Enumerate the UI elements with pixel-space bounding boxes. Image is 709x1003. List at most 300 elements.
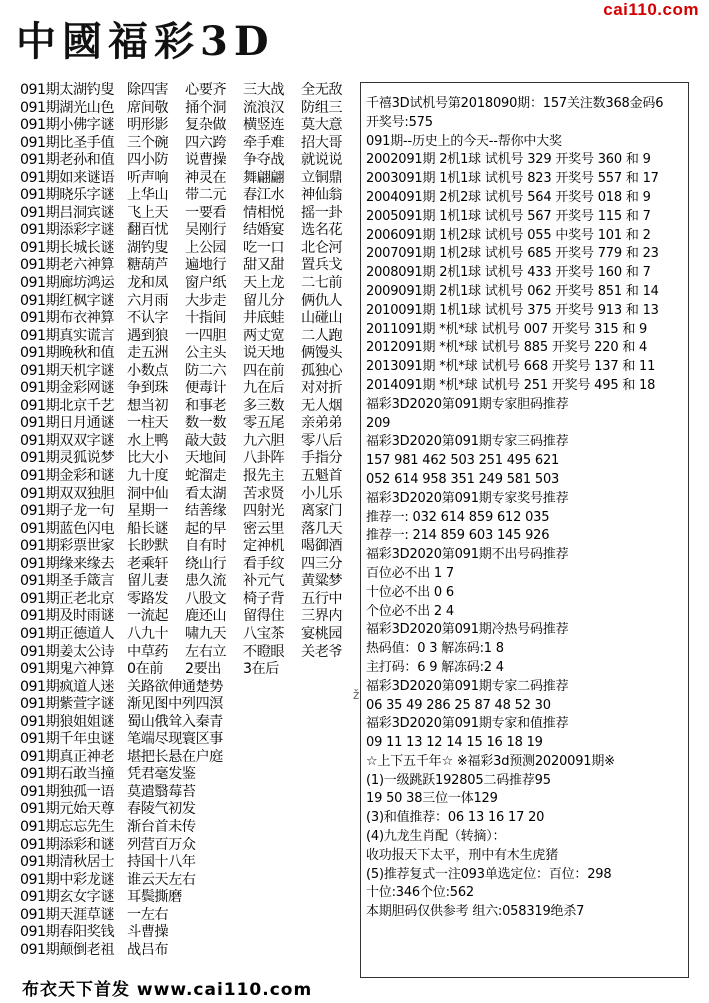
riddle-row-title: 091期元始天尊 <box>20 801 115 818</box>
riddle-row-title: 091期双双字谜 <box>20 432 115 449</box>
riddle-row-cell: 多三数 <box>243 397 285 414</box>
prediction-line: 2014091期 *机*球 试机号 251 开奖号 495 和 18 <box>366 377 656 393</box>
riddle-row-title: 091期灵狐说梦 <box>20 450 115 467</box>
riddle-row-cell: 对对折 <box>301 380 343 397</box>
riddle-row-cell: 船长谜 <box>127 520 169 537</box>
riddle-row-title: 091期真实谎言 <box>20 327 115 344</box>
riddle-row-cell: 起的早 <box>185 520 227 537</box>
riddle-row-title: 091期湖光山色 <box>20 99 115 116</box>
riddle-row-cell: 留儿妻 <box>127 573 169 590</box>
riddle-row <box>20 872 350 890</box>
riddle-row-cell: 鹿还山 <box>185 608 227 625</box>
riddle-row-cell: 三大战 <box>243 82 285 98</box>
riddle-row <box>20 187 350 205</box>
prediction-line: (5)推荐复式一注093单选定位：百位：298 <box>366 866 612 882</box>
riddle-row-cell: 春江水 <box>243 187 285 204</box>
riddle-row-cell: 一四胆 <box>185 327 227 344</box>
riddle-row <box>20 222 350 240</box>
riddle-row <box>20 152 350 170</box>
riddle-row-cell: 零路发 <box>127 590 169 607</box>
riddle-row-title: 091期颠倒老祖 <box>20 941 115 958</box>
riddle-row-cell: 孤独心 <box>301 362 343 379</box>
riddle-row-title: 091期圣手箴言 <box>20 573 115 590</box>
site-watermark: cai110.com <box>603 0 699 19</box>
riddle-row <box>20 837 350 855</box>
riddle-row-title: 091期天机字谜 <box>20 362 115 379</box>
prediction-line: 福彩3D2020第091期专家和值推荐 <box>366 716 569 732</box>
riddle-row-cell: 窗户纸 <box>185 275 227 292</box>
prediction-line: 收功报天下太平，刑中有木生虎猪 <box>366 847 559 863</box>
riddle-row-cell: 绕山行 <box>185 555 227 572</box>
riddle-row-title: 091期添彩和谜 <box>20 836 115 853</box>
riddle-row-title: 091期廊坊鸿运 <box>20 275 115 292</box>
riddle-row-cell: 渐见图中列四溟 <box>127 696 223 713</box>
riddle-row-cell: 黄粱梦 <box>301 573 343 590</box>
riddle-row-cell: 复杂做 <box>185 117 227 134</box>
riddle-row <box>20 521 350 539</box>
riddle-row <box>20 626 350 644</box>
riddle-row-cell: 宴桃园 <box>301 625 343 642</box>
riddle-row <box>20 924 350 942</box>
riddle-row-title: 091期金彩网谜 <box>20 380 115 397</box>
prediction-line: 2004091期 2机2球 试机号 564 开奖号 018 和 9 <box>366 189 651 205</box>
riddle-row-cell: 啸九天 <box>185 625 227 642</box>
riddle-row-title: 091期鬼六神算 <box>20 661 115 678</box>
riddle-row <box>20 293 350 311</box>
riddle-row-title: 091期石敢当撞 <box>20 766 115 783</box>
riddle-row-title: 091期千年虫谜 <box>20 731 115 748</box>
riddle-row-cell: 关路欲伸通楚势 <box>127 678 223 695</box>
riddle-row-cell: 争夺战 <box>243 152 285 169</box>
riddle-row <box>20 117 350 135</box>
riddle-row-cell: 听声响 <box>127 169 169 186</box>
riddle-row-cell: 手指分 <box>301 450 343 467</box>
riddle-row-title: 091期姜太公诗 <box>20 643 115 660</box>
riddle-row-title: 091期紫萱字谜 <box>20 696 115 713</box>
riddle-row-title: 091期日月通谜 <box>20 415 115 432</box>
riddle-row-cell: 九六胆 <box>243 432 285 449</box>
riddle-row-title: 091期晓乐字谜 <box>20 187 115 204</box>
riddle-row-cell: 报先主 <box>243 468 285 485</box>
riddle-row-cell: 神灵在 <box>185 169 227 186</box>
riddle-row-cell: 三界内 <box>301 608 343 625</box>
riddle-row-cell: 老乘轩 <box>127 555 169 572</box>
riddle-row <box>20 819 350 837</box>
riddle-row-cell: 自有时 <box>185 538 227 555</box>
riddle-row-title: 091期疯道人迷 <box>20 678 115 695</box>
riddle-row-title: 091期如来谜语 <box>20 169 115 186</box>
riddle-row-cell: 八九十 <box>127 625 169 642</box>
prediction-line: 209 <box>366 415 391 431</box>
riddle-row <box>20 608 350 626</box>
riddle-row-cell: 结善缘 <box>185 503 227 520</box>
riddle-row-title: 091期春阳奖钱 <box>20 924 115 941</box>
riddle-row-cell: 长眇默 <box>127 538 169 555</box>
riddle-row-title: 091期缘来缘去 <box>20 555 115 572</box>
riddle-row-cell: 关老爷 <box>301 643 343 660</box>
riddle-row-cell: 捅个洞 <box>185 99 227 116</box>
prediction-line: 157 981 462 503 251 495 621 <box>366 453 560 469</box>
riddle-row-cell: 招大哥 <box>301 134 343 151</box>
riddle-row-cell: 席间敬 <box>127 99 169 116</box>
riddle-row <box>20 801 350 819</box>
riddle-row-cell: 看手纹 <box>243 555 285 572</box>
riddle-row-cell: 四三分 <box>301 555 343 572</box>
riddle-row-cell: 一流起 <box>127 608 169 625</box>
riddle-row-cell: 大步走 <box>185 292 227 309</box>
riddle-row-cell: 公主头 <box>185 345 227 362</box>
riddle-row-cell: 心要齐 <box>185 82 227 98</box>
riddle-row-title: 091期天涯草谜 <box>20 906 115 923</box>
riddle-row-title: 091期小佛字谜 <box>20 117 115 134</box>
riddle-row-cell: 亲弟弟 <box>301 415 343 432</box>
riddle-row-cell: 说曹操 <box>185 152 227 169</box>
riddle-row-title: 091期老孙和值 <box>20 152 115 169</box>
riddle-row-cell: 天上龙 <box>243 275 285 292</box>
riddle-row <box>20 433 350 451</box>
riddle-row-cell: 看太湖 <box>185 485 227 502</box>
riddle-row <box>20 784 350 802</box>
riddle-row-title: 091期正老北京 <box>20 590 115 607</box>
riddle-row-cell: 龙和凤 <box>127 275 169 292</box>
riddle-row-cell: 遇到狼 <box>127 327 169 344</box>
riddle-row-cell: 椅子背 <box>243 590 285 607</box>
riddle-row <box>20 380 350 398</box>
riddle-row-cell: 一左右 <box>127 906 169 923</box>
riddle-row-cell: 战吕布 <box>127 941 169 958</box>
riddle-row-cell: 全无敌 <box>301 82 343 98</box>
riddle-row-cell: 密云里 <box>243 520 285 537</box>
riddle-row-cell: 天地间 <box>185 450 227 467</box>
prediction-line: 热码值：0 3 解冻码:1 8 <box>366 641 504 657</box>
riddle-row <box>20 766 350 784</box>
riddle-row <box>20 170 350 188</box>
riddle-row-cell: 五行中 <box>301 590 343 607</box>
riddle-row-cell: 一柱天 <box>127 415 169 432</box>
riddle-row-cell: 水上鸭 <box>127 432 169 449</box>
riddle-row-title: 091期老六神算 <box>20 257 115 274</box>
riddle-row-cell: 患久流 <box>185 573 227 590</box>
riddle-row-cell: 补元气 <box>243 573 285 590</box>
riddle-row-cell: 牵手难 <box>243 134 285 151</box>
riddle-row-cell: 俩仇人 <box>301 292 343 309</box>
prediction-line: 2002091期 2机1球 试机号 329 开奖号 360 和 9 <box>366 152 651 168</box>
riddle-row-title: 091期忘忘先生 <box>20 818 115 835</box>
riddle-row-cell: 星期一 <box>127 503 169 520</box>
riddle-row-cell: 六月雨 <box>127 292 169 309</box>
prediction-line: 2008091期 2机1球 试机号 433 开奖号 160 和 7 <box>366 265 651 281</box>
riddle-row-cell: 不认字 <box>127 310 169 327</box>
prediction-line: 2005091期 1机1球 试机号 567 开奖号 115 和 7 <box>366 208 651 224</box>
prediction-line: 091期--历史上的今天--帮你中大奖 <box>366 133 562 149</box>
riddle-row-cell: 中草药 <box>127 643 169 660</box>
riddle-row-cell: 2要出 <box>185 661 221 678</box>
riddle-row <box>20 363 350 381</box>
prediction-line: 052 614 958 351 249 581 503 <box>366 471 560 487</box>
riddle-row-cell: 蛇溜走 <box>185 468 227 485</box>
riddle-row-title: 091期布衣神算 <box>20 310 115 327</box>
riddle-row-title: 091期北京千艺 <box>20 397 115 414</box>
riddle-row <box>20 135 350 153</box>
riddle-row <box>20 503 350 521</box>
riddle-row-cell: 立铜鼎 <box>301 169 343 186</box>
riddle-row-cell: 飞上天 <box>127 204 169 221</box>
riddle-row <box>20 468 350 486</box>
riddle-row-cell: 置兵戈 <box>301 257 343 274</box>
prediction-line: 福彩3D2020第091期专家奖号推荐 <box>366 490 569 506</box>
prediction-line: 福彩3D2020第091期专家胆码推荐 <box>366 396 569 412</box>
riddle-row-cell: 带二元 <box>185 187 227 204</box>
riddle-row-cell: 列营百万众 <box>127 836 196 853</box>
riddle-row-cell: 敲大鼓 <box>185 432 227 449</box>
riddle-row-cell: 耳鬓撕磨 <box>127 889 182 906</box>
riddle-row-cell: 九十度 <box>127 468 169 485</box>
prediction-line: 2007091期 1机2球 试机号 685 开奖号 779 和 23 <box>366 246 659 262</box>
riddle-row <box>20 591 350 609</box>
riddle-row-cell: 谁云天左右 <box>127 871 196 888</box>
riddle-row-cell: 留得住 <box>243 608 285 625</box>
riddle-row-cell: 斗曹操 <box>127 924 169 941</box>
riddle-row <box>20 100 350 118</box>
riddle-row <box>20 240 350 258</box>
riddle-row-cell: 蜀山俄耸入秦青 <box>127 713 223 730</box>
riddle-row-cell: 吴刚行 <box>185 222 227 239</box>
riddle-row <box>20 889 350 907</box>
riddle-row-title: 091期吕洞宾谜 <box>20 204 115 221</box>
riddle-row <box>20 328 350 346</box>
riddle-row-cell: 便毒计 <box>185 380 227 397</box>
riddle-row <box>20 731 350 749</box>
riddle-row <box>20 415 350 433</box>
riddle-row-title: 091期红枫字谜 <box>20 292 115 309</box>
riddle-row-cell: 二人跑 <box>301 327 343 344</box>
riddle-row <box>20 749 350 767</box>
riddle-row <box>20 486 350 504</box>
page-title: 中國福彩3D <box>16 18 275 65</box>
riddle-row-cell: 八股文 <box>185 590 227 607</box>
riddle-row-cell: 莫大意 <box>301 117 343 134</box>
riddle-row-cell: 离家门 <box>301 503 343 520</box>
riddle-row-cell: 想当初 <box>127 397 169 414</box>
riddle-row-cell: 北仑河 <box>301 239 343 256</box>
riddle-row-cell: 四小防 <box>127 152 169 169</box>
riddle-row <box>20 205 350 223</box>
riddle-row-title: 091期蓝色闪电 <box>20 520 115 537</box>
riddle-row-cell: 除四害 <box>127 82 169 98</box>
riddle-row-title: 091期双双独胆 <box>20 485 115 502</box>
riddle-row <box>20 573 350 591</box>
riddle-row-cell: 落几天 <box>301 520 343 537</box>
riddle-row <box>20 82 350 100</box>
prediction-line: (4)九龙生肖配（转摘）： <box>366 829 506 845</box>
riddle-row-cell: 苦求贤 <box>243 485 285 502</box>
riddle-row-cell: 莫遣翳莓苔 <box>127 783 196 800</box>
riddle-row-cell: 和事老 <box>185 397 227 414</box>
prediction-line: (3)和值推荐：06 13 16 17 20 <box>366 810 545 826</box>
riddle-row <box>20 275 350 293</box>
column-separator-glyph: ž <box>353 688 360 702</box>
prediction-line: 2003091期 1机1球 试机号 823 开奖号 557 和 17 <box>366 171 659 187</box>
prediction-line: 2010091期 1机1球 试机号 375 开奖号 913 和 13 <box>366 302 659 318</box>
prediction-panel <box>360 82 689 978</box>
riddle-row-cell: 四射光 <box>243 503 285 520</box>
riddle-row-cell: 笔端尽现寰区事 <box>127 731 223 748</box>
riddle-row-cell: 定神机 <box>243 538 285 555</box>
riddle-row <box>20 714 350 732</box>
prediction-line: 2009091期 2机1球 试机号 062 开奖号 851 和 14 <box>366 283 659 299</box>
riddle-row-cell: 明形影 <box>127 117 169 134</box>
riddle-row <box>20 538 350 556</box>
prediction-line: 2011091期 *机*球 试机号 007 开奖号 315 和 9 <box>366 321 648 337</box>
prediction-line: 十位必不出 0 6 <box>366 584 455 600</box>
riddle-row-cell: 争到珠 <box>127 380 169 397</box>
riddle-row-cell: 九在后 <box>243 380 285 397</box>
prediction-line: 福彩3D2020第091期专家二码推荐 <box>366 678 569 694</box>
riddle-row-cell: 不瞪眼 <box>243 643 285 660</box>
footer-credit: 布衣天下首发 www.cai110.com <box>22 980 313 1000</box>
riddle-row-cell: 凭君毫发鉴 <box>127 766 196 783</box>
prediction-line: 千禧3D试机号第2018090期：157关注数368金码6 <box>366 96 664 111</box>
riddle-row <box>20 854 350 872</box>
riddle-row-title: 091期太湖钓叟 <box>20 82 115 98</box>
riddle-row-cell: 两丈宽 <box>243 327 285 344</box>
riddle-row-cell: 吃一口 <box>243 239 285 256</box>
prediction-line: 19 50 38三位一体129 <box>366 791 498 807</box>
riddle-row-title: 091期正德道人 <box>20 625 115 642</box>
riddle-row-cell: 结婚宴 <box>243 222 285 239</box>
riddle-row-title: 091期狼姐姐谜 <box>20 713 115 730</box>
riddle-row-cell: 糖葫芦 <box>127 257 169 274</box>
riddle-row-title: 091期清秋居士 <box>20 854 115 871</box>
riddle-row-cell: 0在前 <box>127 661 163 678</box>
riddle-row-cell: 横竖连 <box>243 117 285 134</box>
prediction-line: 十位:346个位:562 <box>366 885 474 901</box>
riddle-row <box>20 661 350 679</box>
riddle-row-cell: 无人烟 <box>301 397 343 414</box>
riddle-row-title: 091期金彩和谜 <box>20 468 115 485</box>
riddle-row-cell: 二七前 <box>301 275 343 292</box>
prediction-line: 06 35 49 286 25 87 48 52 30 <box>366 697 551 713</box>
riddle-row-cell: 选名花 <box>301 222 343 239</box>
prediction-line: 推荐一: 214 859 603 145 926 <box>366 528 550 544</box>
riddle-row <box>20 398 350 416</box>
riddle-row-title: 091期比圣手值 <box>20 134 115 151</box>
riddle-row-cell: 摇一卦 <box>301 204 343 221</box>
riddle-row-cell: 说天地 <box>243 345 285 362</box>
prediction-line: 福彩3D2020第091期不出号码推荐 <box>366 547 569 563</box>
riddle-row-cell: 情相悦 <box>243 204 285 221</box>
riddle-row-title: 091期添彩字谜 <box>20 222 115 239</box>
riddle-row-cell: 喝御酒 <box>301 538 343 555</box>
prediction-line: 百位必不出 1 7 <box>366 565 455 581</box>
riddle-row-cell: 三个碗 <box>127 134 169 151</box>
riddle-row-title: 091期中彩龙谜 <box>20 871 115 888</box>
riddle-row-cell: 山碰山 <box>301 310 343 327</box>
riddle-row-cell: 上公园 <box>185 239 227 256</box>
prediction-line: 本期胆码仅供参考 组六:058319绝杀7 <box>366 904 585 920</box>
riddle-row-title: 091期独孤一语 <box>20 783 115 800</box>
riddle-row-cell: 春陵气初发 <box>127 801 196 818</box>
riddle-row-cell: 翻百忧 <box>127 222 169 239</box>
riddle-list <box>20 82 350 973</box>
prediction-line: (1)一级跳跃192805二码推荐95 <box>366 772 551 788</box>
riddle-row-cell: 留儿分 <box>243 292 285 309</box>
prediction-line: 2012091期 *机*球 试机号 885 开奖号 220 和 4 <box>366 340 648 356</box>
prediction-line: 主打码：6 9 解冻码:2 4 <box>366 659 504 675</box>
prediction-line: 2013091期 *机*球 试机号 668 开奖号 137 和 11 <box>366 359 656 375</box>
prediction-line: 福彩3D2020第091期专家三码推荐 <box>366 434 569 450</box>
riddle-row-cell: 小数点 <box>127 362 169 379</box>
riddle-row <box>20 907 350 925</box>
prediction-line: 福彩3D2020第091期冷热号码推荐 <box>366 622 569 638</box>
prediction-line: 09 11 13 12 14 15 16 18 19 <box>366 735 543 751</box>
riddle-row <box>20 942 350 960</box>
riddle-row-cell: 走五洲 <box>127 345 169 362</box>
prediction-line: 推荐一: 032 614 859 612 035 <box>366 509 550 525</box>
riddle-row <box>20 644 350 662</box>
riddle-row-title: 091期及时雨谜 <box>20 608 115 625</box>
riddle-row-cell: 渐台首未传 <box>127 818 196 835</box>
riddle-row-cell: 零八后 <box>301 432 343 449</box>
riddle-row-cell: 一要看 <box>185 204 227 221</box>
riddle-row-cell: 五魁首 <box>301 468 343 485</box>
riddle-row-cell: 四在前 <box>243 362 285 379</box>
prediction-line: 开奖号:575 <box>366 114 433 130</box>
riddle-row-cell: 湖钓叟 <box>127 239 169 256</box>
riddle-row <box>20 257 350 275</box>
riddle-row-cell: 井底蛙 <box>243 310 285 327</box>
riddle-row-cell: 流浪汉 <box>243 99 285 116</box>
riddle-row-cell: 防组三 <box>301 99 343 116</box>
riddle-row-cell: 防二六 <box>185 362 227 379</box>
riddle-row-cell: 就说说 <box>301 152 343 169</box>
riddle-row-cell: 十指间 <box>185 310 227 327</box>
riddle-row-cell: 小儿乐 <box>301 485 343 502</box>
riddle-row <box>20 310 350 328</box>
riddle-row-cell: 零五尾 <box>243 415 285 432</box>
riddle-row-cell: 俩馒头 <box>301 345 343 362</box>
riddle-row-cell: 左右立 <box>185 643 227 660</box>
prediction-line: ☆上下五千年☆ ※福彩3d预测2020091期※ <box>366 753 615 769</box>
riddle-row-cell: 四六跨 <box>185 134 227 151</box>
riddle-row-title: 091期晚秋和值 <box>20 345 115 362</box>
riddle-row-title: 091期彩票世家 <box>20 538 115 555</box>
riddle-row-title: 091期长城长谜 <box>20 239 115 256</box>
riddle-row-cell: 遍地行 <box>185 257 227 274</box>
riddle-row-cell: 洞中仙 <box>127 485 169 502</box>
riddle-row <box>20 696 350 714</box>
riddle-row-cell: 持国十八年 <box>127 854 196 871</box>
riddle-row-cell: 神仙翁 <box>301 187 343 204</box>
riddle-row <box>20 556 350 574</box>
riddle-row <box>20 345 350 363</box>
riddle-row-cell: 3在后 <box>243 661 279 678</box>
riddle-row-cell: 八卦阵 <box>243 450 285 467</box>
prediction-line: 2006091期 1机2球 试机号 055 中奖号 101 和 2 <box>366 227 651 243</box>
riddle-row-title: 091期玄女字谜 <box>20 889 115 906</box>
riddle-row-cell: 八宝茶 <box>243 625 285 642</box>
riddle-row <box>20 450 350 468</box>
riddle-row-cell: 上华山 <box>127 187 169 204</box>
prediction-line: 个位必不出 2 4 <box>366 603 455 619</box>
riddle-row-cell: 舞翩翩 <box>243 169 285 186</box>
riddle-row-cell: 甜又甜 <box>243 257 285 274</box>
riddle-row <box>20 679 350 697</box>
riddle-row-cell: 数一数 <box>185 415 227 432</box>
prediction-lines <box>361 83 688 922</box>
riddle-row-cell: 堪把长悬在户庭 <box>127 748 223 765</box>
riddle-row-cell: 比大小 <box>127 450 169 467</box>
